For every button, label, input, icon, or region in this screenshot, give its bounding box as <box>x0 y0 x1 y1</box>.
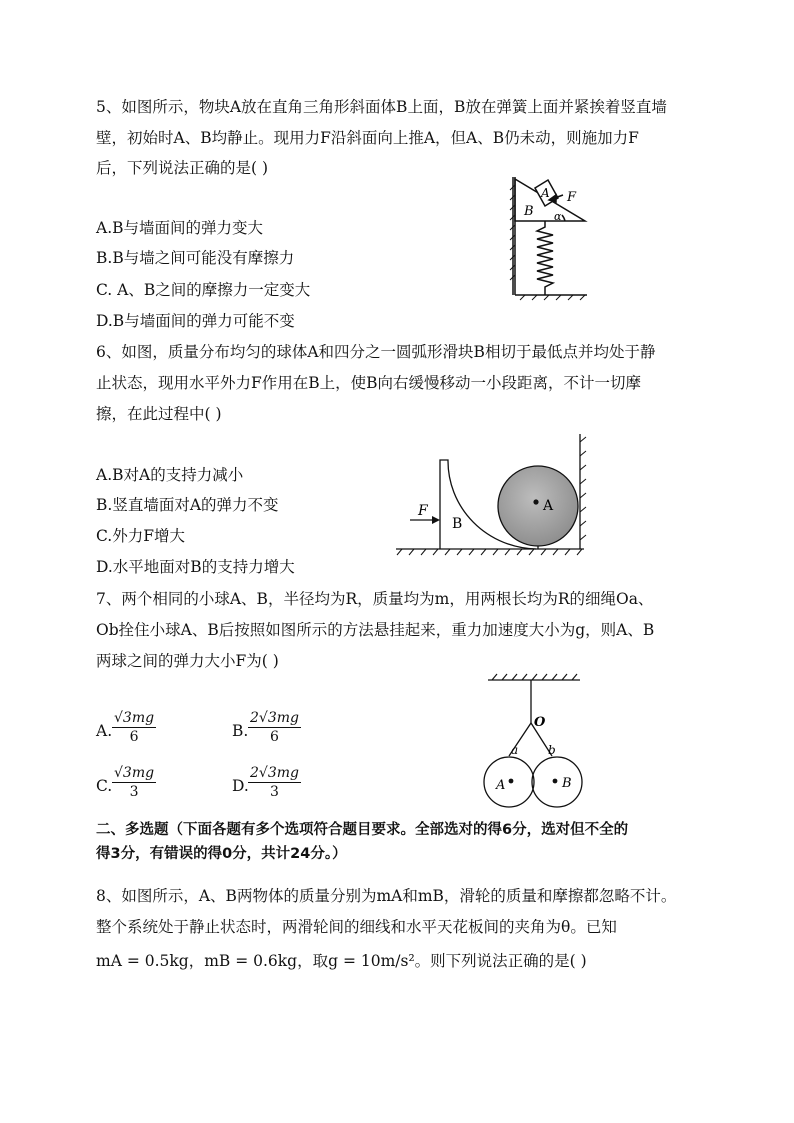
q5-stem-line-1: 5、如图所示，物块A放在直角三角形斜面体B上面，B放在弹簧上面并紧挨着竖直墙 <box>96 98 667 116</box>
q5-option-c: C. A、B之间的摩擦力一定变大 <box>96 281 311 299</box>
q7-label-b: b <box>548 743 556 757</box>
q7-option-b-fraction <box>248 710 301 745</box>
q7-option-c-letter: C. <box>96 777 113 795</box>
q7-option-c-denominator: 3 <box>129 784 139 800</box>
q7-figure <box>484 668 584 808</box>
q7-option-b-letter: B. <box>232 722 249 740</box>
q5-option-a: A.B与墙面间的弹力变大 <box>96 219 264 237</box>
q8-stem-line-3: mA = 0.5kg，mB = 0.6kg，取g = 10m/s²。则下列说法正确的是( ) <box>96 952 587 970</box>
q7-option-a-numerator: √3mg <box>114 710 155 726</box>
q5-stem-line-3: 后，下列说法正确的是( ) <box>96 159 269 177</box>
q7-label-ball-a: A <box>496 778 506 793</box>
section2-heading-line-2: 得3分，有错误的得0分，共计24分。） <box>96 846 347 862</box>
q6-label-b: B <box>452 516 463 532</box>
q6-stem-line-2: 止状态，现用水平外力F作用在B上，使B向右缓慢移动一小段距离，不计一切摩 <box>96 374 642 392</box>
q7-stem-line-1: 7、两个相同的小球A、B，半径均为R，质量均为m，用两根长均为R的细绳Oa、 <box>96 590 654 608</box>
q6-option-b: B.竖直墙面对A的弹力不变 <box>96 496 279 514</box>
q7-label-a: a <box>511 743 519 757</box>
q5-stem-line-2: 壁，初始时A、B均静止。现用力F沿斜面向上推A，但A、B仍未动，则施加力F <box>96 129 639 147</box>
q6-label-f: F <box>418 503 428 519</box>
q6-stem-line-3: 擦，在此过程中( ) <box>96 405 222 423</box>
q6-figure <box>396 432 596 562</box>
q6-option-d: D.水平地面对B的支持力增大 <box>96 558 295 576</box>
q7-option-a-denominator: 6 <box>129 729 139 745</box>
q7-stem-line-2: Ob拴住小球A、B后按照如图所示的方法悬挂起来，重力加速度大小为g，则A、B <box>96 621 655 639</box>
q6-option-a: A.B对A的支持力减小 <box>96 466 244 484</box>
q7-option-a-letter: A. <box>96 722 113 740</box>
q7-option-c-numerator: √3mg <box>114 765 155 781</box>
q7-option-c-fraction <box>112 765 156 800</box>
q7-option-a-fraction <box>112 710 156 745</box>
q5-label-a: A <box>541 186 550 200</box>
q7-label-o: O <box>534 715 546 730</box>
q7-option-d-numerator: 2√3mg <box>250 765 299 781</box>
q7-option-b-numerator: 2√3mg <box>250 710 299 726</box>
q6-label-a: A <box>543 498 554 514</box>
q7-stem-line-3: 两球之间的弹力大小F为( ) <box>96 652 279 670</box>
q6-stem-line-1: 6、如图，质量分布均匀的球体A和四分之一圆弧形滑块B相切于最低点并均处于静 <box>96 343 656 361</box>
q5-figure <box>505 175 605 300</box>
q6-option-c: C.外力F增大 <box>96 527 185 545</box>
q7-option-b-denominator: 6 <box>270 729 279 745</box>
q7-option-d-denominator: 3 <box>270 784 279 800</box>
q7-option-d-letter: D. <box>232 777 249 795</box>
section2-heading-line-1: 二、多选题（下面各题有多个选项符合题目要求。全部选对的得6分，选对但不全的 <box>96 822 629 838</box>
q7-label-ball-b: B <box>562 776 572 791</box>
q5-option-d: D.B与墙面间的弹力可能不变 <box>96 312 295 330</box>
q5-option-b: B.B与墙之间可能没有摩擦力 <box>96 249 295 267</box>
q7-option-d-fraction <box>248 765 301 800</box>
q8-stem-line-1: 8、如图所示，A、B两物体的质量分别为mA和mB，滑轮的质量和摩擦都忽略不计。 <box>96 887 677 905</box>
q5-label-f: F <box>567 190 577 205</box>
q5-label-b: B <box>524 204 534 219</box>
q8-stem-line-2: 整个系统处于静止状态时，两滑轮间的细线和水平天花板间的夹角为θ。已知 <box>96 918 617 936</box>
q5-label-angle: α <box>554 210 562 223</box>
